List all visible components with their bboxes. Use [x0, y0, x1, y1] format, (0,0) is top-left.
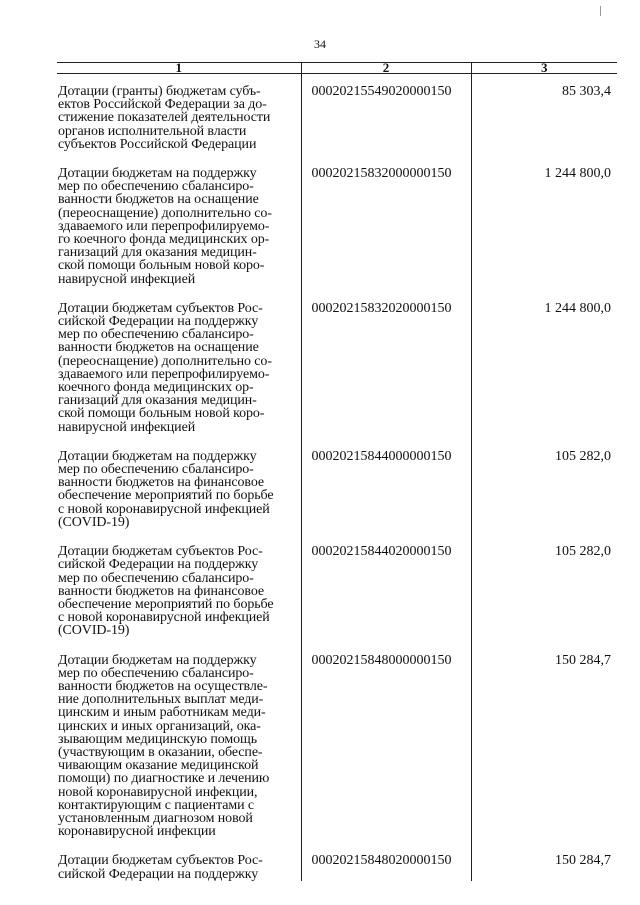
row-name-line: цинских и иных организаций, ока- [58, 718, 261, 734]
row-name-line: помощи) по диагностике и лечению [58, 771, 270, 787]
row-name-line: ванности бюджетов на оснащение [58, 340, 259, 356]
row-name-line: Дотации бюджетам субъектов Рос- [58, 853, 263, 869]
row-name-line: мер по обеспечению сбалансиро- [58, 570, 254, 586]
row-name-line: ганизаций для оказания медицин- [58, 245, 257, 261]
row-name-line: (COVID-19) [58, 623, 130, 639]
row-name-line: Дотации (гранты) бюджетам субъ- [58, 84, 261, 99]
row-name-line: ванности бюджетов на осуществле- [58, 678, 268, 694]
row-amount-cell: 1 244 800,0 [471, 167, 617, 302]
row-name-line: субъектов Российской Федерации [58, 136, 257, 152]
row-name-cell [57, 545, 301, 653]
table-body [57, 74, 617, 881]
row-amount-cell: 150 284,7 [471, 654, 617, 855]
row-name-line: го коечного фонда медицинских ор- [58, 232, 270, 248]
row-name-line: ванности бюджетов на оснащение [58, 192, 259, 208]
row-name-cell [57, 74, 301, 168]
row-name-line: мер по обеспечению сбалансиро- [58, 462, 254, 478]
table-row [57, 450, 617, 545]
row-name-line: ектов Российской Федерации за до- [58, 97, 267, 113]
row-name-line: Дотации бюджетам субъектов Рос- [58, 544, 263, 560]
column-header-2: 2 [301, 63, 471, 74]
row-name-line: зывающим медицинскую помощь [58, 731, 257, 747]
row-name-cell [57, 854, 301, 880]
table-row [57, 167, 617, 302]
row-name-line: коронавирусной инфекции [58, 824, 216, 840]
row-name-line: чивающим оказание медицинской [58, 758, 259, 774]
column-header-1: 1 [57, 63, 301, 74]
row-name-line: ганизаций для оказания медицин- [58, 393, 257, 409]
row-name-line: установленным диагнозом новой [58, 810, 253, 826]
row-name-line: навирусной инфекцией [58, 271, 196, 287]
row-name-line: сийской Федерации на поддержку [58, 866, 259, 882]
row-name-line: ние дополнительных выплат меди- [58, 692, 264, 708]
row-amount-cell: 1 244 800,0 [471, 302, 617, 450]
row-amount-cell: 85 303,4 [471, 74, 617, 168]
row-name-line: новой коронавирусной инфекции, [58, 784, 258, 800]
table-row [57, 545, 617, 653]
table-row [57, 854, 617, 880]
row-name-cell [57, 302, 301, 450]
row-name-line: мер по обеспечению сбалансиро- [58, 179, 254, 195]
row-code-cell: 00020215848000000150 [301, 654, 471, 855]
row-name-line: стижение показателей деятельности [58, 110, 271, 126]
row-name-line: навирусной инфекцией [58, 419, 196, 435]
row-name-line: органов исполнительной власти [58, 123, 247, 139]
table-header-row [57, 63, 617, 74]
row-name-line: мер по обеспечению сбалансиро- [58, 327, 254, 343]
scan-mark [600, 6, 601, 16]
row-name-line: ванности бюджетов на финансовое [58, 475, 265, 491]
row-name-line: Дотации бюджетам субъектов Рос- [58, 300, 263, 316]
row-code-cell: 00020215832000000150 [301, 167, 471, 302]
row-code-cell: 00020215549020000150 [301, 74, 471, 168]
row-name-line: с новой коронавирусной инфекцией [58, 610, 270, 626]
row-code-cell: 00020215832020000150 [301, 302, 471, 450]
budget-table [57, 62, 617, 881]
row-name-cell [57, 654, 301, 855]
row-name-line: обеспечение мероприятий по борьбе [58, 488, 274, 504]
row-name-line: ской помощи больным новой коро- [58, 406, 265, 422]
row-name-line: здаваемого или перепрофилируемо- [58, 366, 270, 382]
row-amount-cell: 105 282,0 [471, 545, 617, 653]
row-name-cell [57, 167, 301, 302]
column-header-3: 3 [471, 63, 617, 74]
row-name-line: сийской Федерации на поддержку [58, 557, 259, 573]
row-name-line: коечного фонда медицинских ор- [58, 380, 254, 396]
row-name-line: здаваемого или перепрофилируемо- [58, 218, 270, 234]
row-name-line: ской помощи больным новой коро- [58, 258, 265, 274]
row-name-line: с новой коронавирусной инфекцией [58, 501, 270, 517]
row-amount-cell: 150 284,7 [471, 854, 617, 880]
row-name-line: Дотации бюджетам на поддержку [58, 652, 257, 668]
row-name-line: (участвующим в оказании, обеспе- [58, 744, 263, 760]
row-name-cell [57, 450, 301, 545]
row-amount-cell: 105 282,0 [471, 450, 617, 545]
row-name-line: сийской Федерации на поддержку [58, 314, 259, 330]
row-name-line: Дотации бюджетам на поддержку [58, 166, 257, 182]
row-code-cell: 00020215844000000150 [301, 450, 471, 545]
row-code-cell: 00020215848020000150 [301, 854, 471, 880]
row-code-cell: 00020215844020000150 [301, 545, 471, 653]
row-name-line: цинским и иным работникам меди- [58, 705, 266, 721]
row-name-line: обеспечение мероприятий по борьбе [58, 596, 274, 612]
row-name-line: мер по обеспечению сбалансиро- [58, 665, 254, 681]
row-name-line: (COVID-19) [58, 514, 130, 530]
row-name-line: (переоснащение) дополнительно со- [58, 353, 272, 369]
row-name-line: Дотации бюджетам на поддержку [58, 448, 257, 464]
row-name-line: ванности бюджетов на финансовое [58, 583, 265, 599]
page-number: 34 [314, 37, 326, 51]
table-row [57, 74, 617, 168]
table-row [57, 302, 617, 450]
row-name-line: контактирующим с пациентами с [58, 797, 254, 813]
row-name-line: (переоснащение) дополнительно со- [58, 205, 272, 221]
table-row [57, 654, 617, 855]
